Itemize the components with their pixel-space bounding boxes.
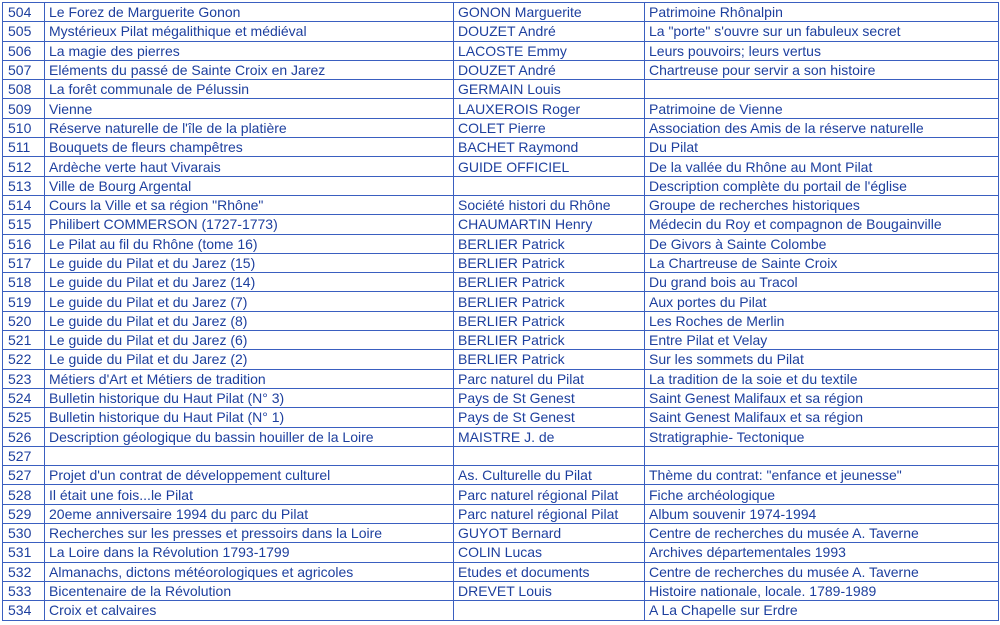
description-cell: Aux portes du Pilat	[645, 292, 999, 311]
author-cell: BERLIER Patrick	[454, 331, 645, 350]
row-number-cell: 505	[3, 22, 45, 41]
row-number-cell: 516	[3, 234, 45, 253]
row-number-cell: 508	[3, 80, 45, 99]
row-number-cell: 517	[3, 253, 45, 272]
author-cell: DOUZET André	[454, 60, 645, 79]
author-cell: LACOSTE Emmy	[454, 41, 645, 60]
description-cell: Leurs pouvoirs; leurs vertus	[645, 41, 999, 60]
author-cell: Parc naturel du Pilat	[454, 369, 645, 388]
row-number-cell: 522	[3, 350, 45, 369]
title-cell: Le guide du Pilat et du Jarez (15)	[45, 253, 454, 272]
description-cell: Saint Genest Malifaux et sa région	[645, 388, 999, 407]
description-cell: Fiche archéologique	[645, 485, 999, 504]
description-cell: A La Chapelle sur Erdre	[645, 601, 999, 620]
description-cell: Centre de recherches du musée A. Taverne	[645, 562, 999, 581]
description-cell: De Givors à Sainte Colombe	[645, 234, 999, 253]
author-cell: Etudes et documents	[454, 562, 645, 581]
title-cell: Eléments du passé de Sainte Croix en Jarez	[45, 60, 454, 79]
author-cell: Pays de St Genest	[454, 408, 645, 427]
table-row	[3, 234, 999, 253]
table-row	[3, 157, 999, 176]
author-cell: LAUXEROIS Roger	[454, 99, 645, 118]
title-cell: Almanachs, dictons météorologiques et agricoles	[45, 562, 454, 581]
table-row	[3, 60, 999, 79]
title-cell: Le guide du Pilat et du Jarez (6)	[45, 331, 454, 350]
description-cell: Chartreuse pour servir a son histoire	[645, 60, 999, 79]
table-row	[3, 195, 999, 214]
table-row	[3, 485, 999, 504]
row-number-cell: 509	[3, 99, 45, 118]
title-cell: Le guide du Pilat et du Jarez (8)	[45, 311, 454, 330]
table-row	[3, 138, 999, 157]
title-cell: Description géologique du bassin houiller de la Loire	[45, 427, 454, 446]
title-cell: Ardèche verte haut Vivarais	[45, 157, 454, 176]
author-cell: BERLIER Patrick	[454, 273, 645, 292]
table-row	[3, 253, 999, 272]
table-row	[3, 562, 999, 581]
description-cell: Stratigraphie- Tectonique	[645, 427, 999, 446]
row-number-cell: 511	[3, 138, 45, 157]
table-row	[3, 601, 999, 620]
row-number-cell: 523	[3, 369, 45, 388]
title-cell: La magie des pierres	[45, 41, 454, 60]
description-cell: Archives départementales 1993	[645, 543, 999, 562]
title-cell: Bulletin historique du Haut Pilat (N° 1)	[45, 408, 454, 427]
table-row	[3, 118, 999, 137]
description-cell: Médecin du Roy et compagnon de Bougainville	[645, 215, 999, 234]
row-number-cell: 529	[3, 504, 45, 523]
row-number-cell: 530	[3, 524, 45, 543]
table-row	[3, 427, 999, 446]
author-cell: GUIDE OFFICIEL	[454, 157, 645, 176]
title-cell: Le guide du Pilat et du Jarez (14)	[45, 273, 454, 292]
author-cell: BACHET Raymond	[454, 138, 645, 157]
table-row	[3, 215, 999, 234]
table-row	[3, 22, 999, 41]
description-cell: Patrimoine de Vienne	[645, 99, 999, 118]
description-cell: Entre Pilat et Velay	[645, 331, 999, 350]
description-cell: Patrimoine Rhônalpin	[645, 3, 999, 22]
table-row	[3, 273, 999, 292]
row-number-cell: 504	[3, 3, 45, 22]
description-cell: Histoire nationale, locale. 1789-1989	[645, 581, 999, 600]
row-number-cell: 524	[3, 388, 45, 407]
table-row	[3, 176, 999, 195]
catalog-table	[2, 2, 999, 621]
title-cell: Croix et calvaires	[45, 601, 454, 620]
author-cell: BERLIER Patrick	[454, 234, 645, 253]
title-cell: 20eme anniversaire 1994 du parc du Pilat	[45, 504, 454, 523]
title-cell: La forêt communale de Pélussin	[45, 80, 454, 99]
author-cell: Parc naturel régional Pilat	[454, 504, 645, 523]
author-cell: GUYOT Bernard	[454, 524, 645, 543]
title-cell: Le guide du Pilat et du Jarez (2)	[45, 350, 454, 369]
author-cell: GERMAIN Louis	[454, 80, 645, 99]
row-number-cell: 512	[3, 157, 45, 176]
row-number-cell: 514	[3, 195, 45, 214]
description-cell: Du grand bois au Tracol	[645, 273, 999, 292]
row-number-cell: 513	[3, 176, 45, 195]
title-cell: Mystérieux Pilat mégalithique et médiéval	[45, 22, 454, 41]
description-cell: La "porte" s'ouvre sur un fabuleux secret	[645, 22, 999, 41]
row-number-cell: 526	[3, 427, 45, 446]
title-cell: Réserve naturelle de l'île de la platière	[45, 118, 454, 137]
description-cell: Thème du contrat: "enfance et jeunesse"	[645, 466, 999, 485]
title-cell: Projet d'un contrat de développement culturel	[45, 466, 454, 485]
description-cell	[645, 80, 999, 99]
author-cell: COLIN Lucas	[454, 543, 645, 562]
author-cell: Parc naturel régional Pilat	[454, 485, 645, 504]
table-row	[3, 408, 999, 427]
row-number-cell: 506	[3, 41, 45, 60]
row-number-cell: 520	[3, 311, 45, 330]
author-cell: CHAUMARTIN Henry	[454, 215, 645, 234]
title-cell: Philibert COMMERSON (1727-1773)	[45, 215, 454, 234]
title-cell: Le Forez de Marguerite Gonon	[45, 3, 454, 22]
row-number-cell: 531	[3, 543, 45, 562]
description-cell: De la vallée du Rhône au Mont Pilat	[645, 157, 999, 176]
author-cell: COLET Pierre	[454, 118, 645, 137]
table-row	[3, 524, 999, 543]
description-cell: Description complète du portail de l'église	[645, 176, 999, 195]
author-cell: DREVET Louis	[454, 581, 645, 600]
author-cell: BERLIER Patrick	[454, 350, 645, 369]
title-cell: Bicentenaire de la Révolution	[45, 581, 454, 600]
row-number-cell: 507	[3, 60, 45, 79]
description-cell: Association des Amis de la réserve naturelle	[645, 118, 999, 137]
title-cell: Le Pilat au fil du Rhône (tome 16)	[45, 234, 454, 253]
table-row	[3, 543, 999, 562]
author-cell: GONON Marguerite	[454, 3, 645, 22]
row-number-cell: 518	[3, 273, 45, 292]
author-cell: As. Culturelle du Pilat	[454, 466, 645, 485]
row-number-cell: 515	[3, 215, 45, 234]
description-cell: Sur les sommets du Pilat	[645, 350, 999, 369]
row-number-cell: 525	[3, 408, 45, 427]
title-cell: Bouquets de fleurs champêtres	[45, 138, 454, 157]
row-number-cell: 528	[3, 485, 45, 504]
table-row	[3, 99, 999, 118]
table-row	[3, 388, 999, 407]
title-cell: Recherches sur les presses et pressoirs dans la Loire	[45, 524, 454, 543]
table-row	[3, 311, 999, 330]
row-number-cell: 521	[3, 331, 45, 350]
table-row	[3, 446, 999, 465]
table-row	[3, 3, 999, 22]
title-cell: Le guide du Pilat et du Jarez (7)	[45, 292, 454, 311]
table-row	[3, 331, 999, 350]
description-cell: Groupe de recherches historiques	[645, 195, 999, 214]
description-cell: Centre de recherches du musée A. Taverne	[645, 524, 999, 543]
author-cell: Pays de St Genest	[454, 388, 645, 407]
title-cell: Ville de Bourg Argental	[45, 176, 454, 195]
table-row	[3, 80, 999, 99]
description-cell: La Chartreuse de Sainte Croix	[645, 253, 999, 272]
title-cell: Il était une fois...le Pilat	[45, 485, 454, 504]
table-row	[3, 292, 999, 311]
title-cell	[45, 446, 454, 465]
title-cell: Vienne	[45, 99, 454, 118]
description-cell: Les Roches de Merlin	[645, 311, 999, 330]
title-cell: Bulletin historique du Haut Pilat (N° 3)	[45, 388, 454, 407]
author-cell	[454, 176, 645, 195]
description-cell: Du Pilat	[645, 138, 999, 157]
author-cell	[454, 601, 645, 620]
row-number-cell: 510	[3, 118, 45, 137]
author-cell: BERLIER Patrick	[454, 292, 645, 311]
row-number-cell: 534	[3, 601, 45, 620]
row-number-cell: 533	[3, 581, 45, 600]
table-row	[3, 504, 999, 523]
row-number-cell: 527	[3, 466, 45, 485]
table-row	[3, 369, 999, 388]
author-cell: BERLIER Patrick	[454, 253, 645, 272]
description-cell: Saint Genest Malifaux et sa région	[645, 408, 999, 427]
author-cell	[454, 446, 645, 465]
catalog-rows	[3, 3, 999, 621]
title-cell: La Loire dans la Révolution 1793-1799	[45, 543, 454, 562]
table-row	[3, 581, 999, 600]
author-cell: Société histori du Rhône	[454, 195, 645, 214]
row-number-cell: 527	[3, 446, 45, 465]
row-number-cell: 519	[3, 292, 45, 311]
author-cell: MAISTRE J. de	[454, 427, 645, 446]
description-cell	[645, 446, 999, 465]
author-cell: BERLIER Patrick	[454, 311, 645, 330]
description-cell: Album souvenir 1974-1994	[645, 504, 999, 523]
table-row	[3, 466, 999, 485]
title-cell: Métiers d'Art et Métiers de tradition	[45, 369, 454, 388]
table-row	[3, 41, 999, 60]
row-number-cell: 532	[3, 562, 45, 581]
title-cell: Cours la Ville et sa région "Rhône"	[45, 195, 454, 214]
table-row	[3, 350, 999, 369]
description-cell: La tradition de la soie et du textile	[645, 369, 999, 388]
author-cell: DOUZET André	[454, 22, 645, 41]
